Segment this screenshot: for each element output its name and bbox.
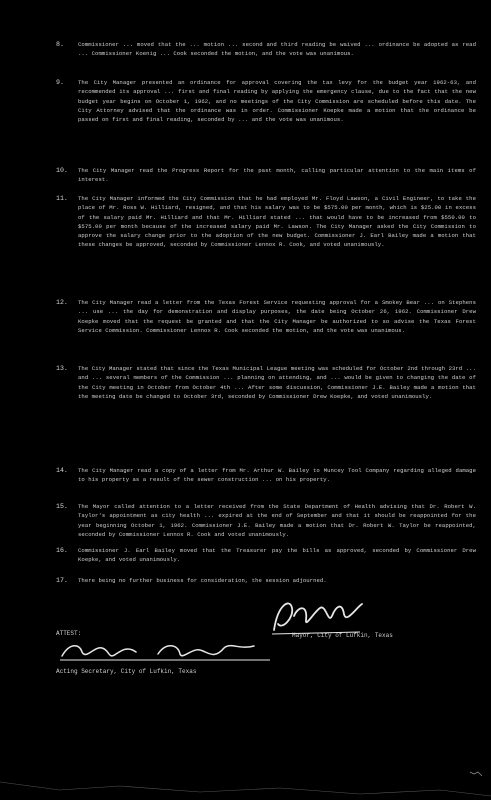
item-text: There being no further business for consideration, the session adjourned. xyxy=(78,577,327,584)
attest-label: ATTEST: xyxy=(56,630,82,637)
item-number: 17. xyxy=(56,577,68,584)
item-number: 8. xyxy=(56,41,64,48)
item-text: The City Manager read a copy of a letter from Mr. Arthur W. Bailey to Muncey Tool Company regarding alleged damage to his property as a result of the sewer construction ... on his property. xyxy=(78,467,476,484)
item-number: 10. xyxy=(56,167,68,174)
item-number: 13. xyxy=(56,365,68,372)
item-number: 16. xyxy=(56,547,68,554)
item-number: 15. xyxy=(56,503,68,510)
item-text: The Mayor called attention to a letter received from the State Department of Health advising that Dr. Robert W. Taylor's appointment as city health ... expired at the end of September and that it should be reappointed for the year beginning October 1, 1962. Commissioner J.E. Bailey made a motion that Dr. Robert W. Taylor be reappointed, seconded by Commissioner Lennox R. Cook and voted unanimously. xyxy=(78,503,476,538)
item-text: Commissioner ... moved that the ... motion ... second and third reading be waived ... ordinance be adopted as read ... Commissioner Koenig ... Cook seconded the motion, and the vote was unanimous. xyxy=(78,41,476,58)
item-number: 14. xyxy=(56,467,68,474)
secretary-title: Acting Secretary, City of Lufkin, Texas xyxy=(56,668,197,675)
item-number: 9. xyxy=(56,79,64,86)
item-text: The City Manager presented an ordinance for approval covering the tax levy for the budget year 1962-63, and recommended its approval ... first and final reading by applying the emergency clause, due to the fact that the new budget year begins on October 1, 1962, and no meetings of the City Commission are scheduled before this date. The City Attorney advised that the ordinance was in order. Commissioner Koepke made a motion that the ordinance be passed on first and final reading, seconded by ... and the vote was unanimous. xyxy=(78,79,476,124)
item-number: 12. xyxy=(56,299,68,306)
item-text: The City Manager informed the City Commission that he had employed Mr. Floyd Lawson, a Civil Engineer, to take the place of Mr. Ross W. Hilliard, resigned, and that his salary was to be $575.00 per month, which is $25.00 in excess of the salary paid Mr. Hilliard and that Mr. Hilliard stated ... that would have to be increased from $550.00 to $575.00 per month because of the increased salary paid Mr. Lawson. The City Manager asked the City Commission to approve the salary change prior to the adoption of the new budget. Commissioner J. Earl Bailey made a motion that these changes be approved, seconded by Commissioner Lennox R. Cook, and voted unanimously. xyxy=(78,195,476,249)
item-text: The City Manager read the Progress Report for the past month, calling particular attention to the main items of interest. xyxy=(78,167,476,184)
item-number: 11. xyxy=(56,195,68,202)
item-text: Commissioner J. Earl Bailey moved that the Treasurer pay the bills as approved, seconded by Commissioner Drew Koepke, and voted unanimously. xyxy=(78,547,476,564)
mayor-title: Mayor, City of Lufkin, Texas xyxy=(292,632,393,639)
item-text: The City Manager stated that since the Texas Municipal League meeting was scheduled for October 2nd through 23rd ... and ... several members of the Commission ... planning on attending, and ... would be given to changing the date of the City meeting in October from October 4th ... After some discussion, Commissioner J.E. Bailey made a motion that the meeting date be changed to October 3rd, seconded by Commissioner Drew Koepke, and voted unanimously. xyxy=(78,365,476,400)
item-text: The City Manager read a letter from the Texas Forest Service requesting approval for a Smokey Bear ... on Stephens ... use ... the day for demonstration and display purposes, the date being October 26, 1962. Commissioner Drew Koepke moved that the request be granted and that the City Manager be authorized to so advise the Texas Forest Service Commission. Commissioner Lennox R. Cook seconded the motion, and the vote was unanimous. xyxy=(78,299,476,334)
